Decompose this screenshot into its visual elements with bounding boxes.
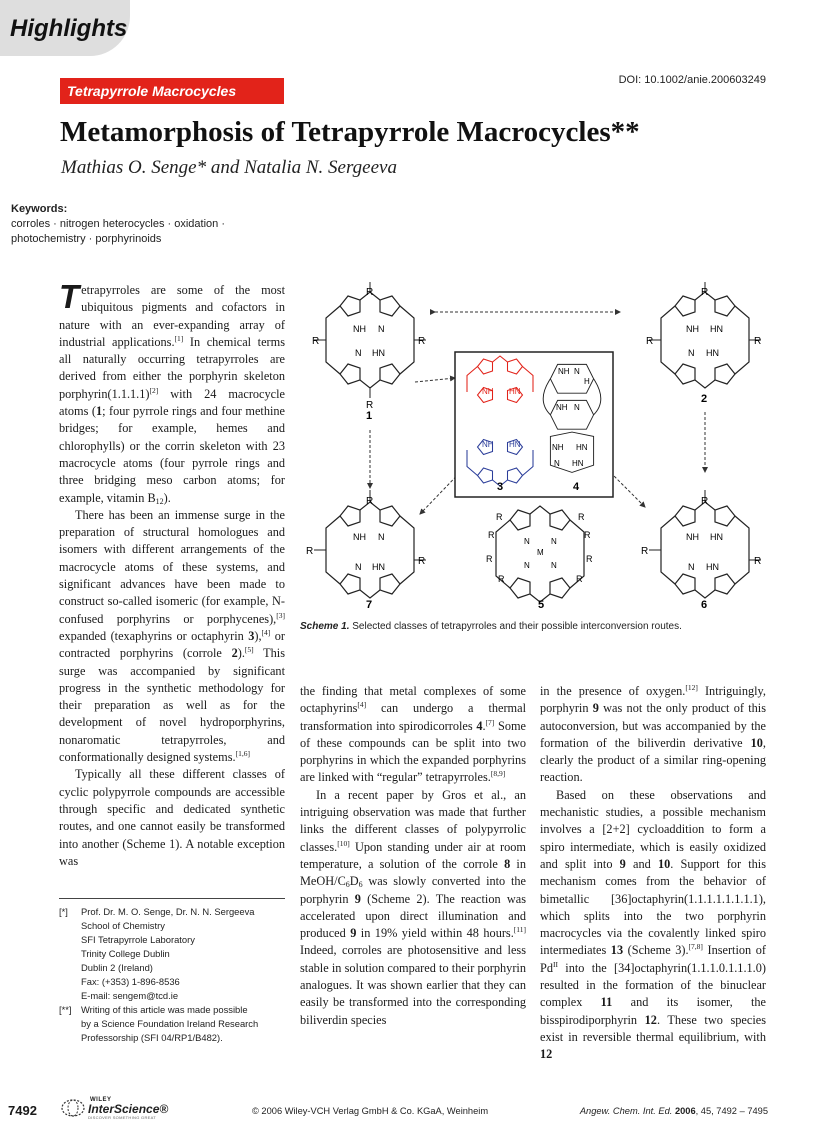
substituent-label: R [366, 287, 374, 298]
atom-label: HN [509, 387, 521, 396]
metal-label: M [537, 548, 544, 557]
atom-label: N [554, 459, 560, 468]
atom-label: HN [572, 459, 584, 468]
journal-volume-pages: , 45, 7492 – 7495 [695, 1106, 768, 1116]
body-column-2 [300, 683, 526, 1029]
scheme-drawing [300, 282, 770, 612]
footnote-rule [59, 898, 285, 899]
atom-label: NH [482, 440, 494, 449]
atom-label: H [584, 377, 590, 386]
atom-label: HN [372, 562, 385, 572]
atom-label: NH [552, 443, 564, 452]
topic-tag: Tetrapyrrole Macrocycles [60, 78, 284, 104]
section-tab [0, 0, 140, 60]
substituent-label: R [306, 546, 314, 557]
body-column-3 [540, 683, 766, 1064]
scheme-caption-text: Selected classes of tetrapyrroles and their possible interconversion routes. [352, 621, 682, 632]
body-paragraph: Based on these observations and mechanistic studies, a possible mechanism involves a [2+2] cycloaddition to form a spiro intermediate, which is easily oxidized and split into 9 and 10. Support for this mechanism comes from the behavior of bimetallic [36]octaphyrin(1.1.1.1.1.1.1.1), which splits into the two porphyrin macrocycles via the covalently linked spiro intermediates 13 (Scheme 3).[7,8] Insertion of $Pd^{II}$ into the [34]octaphyrin(1.1.1.0.1.1.1.0) resulted in the formation of the binuclear complex 11 and its isomer, the bisspirodiporphyrin 12. These two species exist in reversible thermal equilibrium, with 12 [540, 787, 767, 1062]
atom-label: N [551, 537, 557, 546]
substituent-label: R [576, 574, 583, 584]
section-label: Highlights [10, 15, 128, 42]
atom-label: N [355, 348, 362, 358]
keywords [11, 202, 291, 247]
email[interactable]: E-mail: sengem@tcd.ie [81, 990, 179, 1001]
compound-label: 2 [701, 393, 708, 405]
atom-label: HN [710, 324, 723, 334]
atom-label: NH [353, 324, 366, 334]
compound-label: 7 [366, 599, 373, 611]
atom-label: N [378, 532, 385, 542]
compound-label: 6 [701, 599, 708, 611]
atom-label: N [574, 403, 580, 412]
interscience-logo [60, 1097, 180, 1119]
substituent-label: R [498, 574, 505, 584]
substituent-label: R [418, 336, 426, 347]
atom-label: HN [509, 440, 521, 449]
logo-wiley: WILEY [90, 1097, 112, 1103]
body-paragraph: in the presence of oxygen.[12] Intriguingly, porphyrin 9 was not the only product of this autoconversion, but was accompanied by the formation of the biliverdin derivative 10, clearly the product of a similar ring-opening reaction. [540, 683, 766, 785]
atom-label: HN [372, 348, 385, 358]
body-paragraph: Tetrapyrroles are some of the most ubiquitous pigments and cofactors in nature with an ever-expanding array of industrial applications.[1] In chemical terms all naturally occurring tetrapyrroles are derived from either the porphyrin skeleton porphyrin(1.1.1.1)[2] with 24 macrocycle atoms (1; four pyrrole rings and four methine bridges; for example, hemes and chlorophylls) or the corrin skeleton with 23 macrocycle atoms (four pyrrole rings and three bridging meso carbon atoms; for example, vitamin $B_{12}$). [59, 278, 285, 506]
atom-label: NH [686, 324, 699, 334]
substituent-label: R [586, 554, 593, 564]
atom-label: N [378, 324, 385, 334]
atom-label: NH [686, 532, 699, 542]
page-number: 7492 [8, 1103, 37, 1118]
substituent-label: R [584, 530, 591, 540]
body-paragraph: Typically all these different classes of cyclic polypyrrole compounds are accessible through specific and dedicated synthetic routes, and one cannot easily be transformed into another (Scheme 1). A notable exception was [59, 767, 285, 868]
substituent-label: R [486, 554, 493, 564]
substituent-label: R [366, 400, 374, 411]
compound-label: 3 [497, 481, 504, 493]
substituent-label: R [418, 556, 426, 567]
substituent-label: R [366, 496, 374, 507]
body-paragraph: the finding that metal complexes of some octaphyrins[4] can undergo a thermal transformation into spirodicorroles 4.[7] Some of these compounds can be split into two porphyrins in which the expanded porphyrins are linked with “regular” tetrapyrroles.[8,9] [300, 684, 526, 785]
substituent-label: R [312, 336, 320, 347]
scheme-caption-label: Scheme 1. [300, 621, 350, 632]
journal-year: 2006 [674, 1106, 696, 1116]
substituent-label: R [701, 287, 709, 298]
atom-label: HN [706, 562, 719, 572]
keywords-list: corroles · nitrogen heterocycles · oxidation · photochemistry · porphyrinoids [11, 218, 225, 245]
atom-label: NH [482, 387, 494, 396]
substituent-label: R [701, 496, 709, 507]
footnotes [59, 905, 289, 1045]
substituent-label: R [488, 530, 495, 540]
compound-label: 5 [538, 599, 545, 611]
journal-reference [580, 1106, 768, 1116]
atom-label: NH [556, 403, 568, 412]
substituent-label: R [754, 556, 762, 567]
body-paragraph: There has been an immense surge in the preparation of structural homologues and isomers with different arrangements of the macrocycle atoms of these systems, and significant advances have been made to construct so-called isomeric (for example, N-confused porphyrins or porphycenes),[3] expanded (texaphyrins or octaphyrin 3),[4] or contracted porphyrins (corrole 2).[5] This surge was accompanied by significant progress in the synthetic methodology for their preparation as well as for the development of novel hydroporphyrins, nonaromatic tetrapyrroles, and conformationally designed systems.[1,6] [59, 507, 285, 765]
keywords-heading: Keywords: [11, 203, 68, 215]
atom-label: N [524, 561, 530, 570]
atom-label: HN [576, 443, 588, 452]
atom-label: N [551, 561, 557, 570]
substituent-label: R [641, 546, 649, 557]
footnote: [*] Prof. Dr. M. O. Senge, Dr. N. N. Sergeeva School of Chemistry SFI Tetrapyrrole Laboratory Trinity College Dublin Dublin 2 (Ireland) Fax: (+353) 1-896-8536 E-mail: sengem@tcd.ie [59, 906, 255, 1001]
atom-label: N [688, 562, 695, 572]
atom-label: HN [710, 532, 723, 542]
atom-label: NH [353, 532, 366, 542]
atom-label: N [688, 348, 695, 358]
journal-name: Angew. Chem. Int. Ed. [579, 1106, 673, 1116]
article-authors: Mathias O. Senge* and Natalia N. Sergeeva [61, 157, 397, 178]
doi: DOI: 10.1002/anie.200603249 [618, 74, 766, 86]
scheme-caption [300, 621, 770, 632]
body-column-1 [59, 278, 285, 870]
logo-tagline: DISCOVER SOMETHING GREAT [88, 1115, 157, 1120]
scheme-figure [300, 282, 770, 612]
atom-label: NH [558, 367, 570, 376]
compound-label: 4 [573, 481, 580, 493]
footnote: [**] Writing of this article was made possible by a Science Foundation Ireland Research Professorship (SFI 04/RP1/B482). [59, 1004, 259, 1043]
atom-label: N [355, 562, 362, 572]
copyright: © 2006 Wiley-VCH Verlag GmbH & Co. KGaA, Weinheim [252, 1106, 489, 1116]
atom-label: HN [706, 348, 719, 358]
globe-icon [60, 1097, 86, 1119]
atom-label: N [574, 367, 580, 376]
substituent-label: R [646, 336, 654, 347]
atom-label: N [524, 537, 530, 546]
substituent-label: R [578, 512, 585, 522]
substituent-label: R [754, 336, 762, 347]
article-title: Metamorphosis of Tetrapyrrole Macrocycles** [60, 116, 640, 148]
logo-name: InterScience® [88, 1102, 169, 1116]
page-footer [0, 1095, 816, 1121]
body-paragraph: In a recent paper by Gros et al., an intriguing observation was made that further links the different classes of polypyrrolic classes.[10] Upon standing under air at room temperature, a solution of the corrole 8 in MeOH/$C_6D_6$ was slowly converted into the porphyrin 9 (Scheme 2). The reaction was accelerated upon direct illumination and produced 9 in 19% yield within 48 hours.[11] Indeed, corroles are photosensitive and less stable in solution compared to their porphyrin analogues. It was shown earlier that they can easily be transformed into the corresponding biliverdin species [300, 787, 527, 1027]
substituent-label: R [496, 512, 503, 522]
compound-label: 1 [366, 410, 373, 422]
